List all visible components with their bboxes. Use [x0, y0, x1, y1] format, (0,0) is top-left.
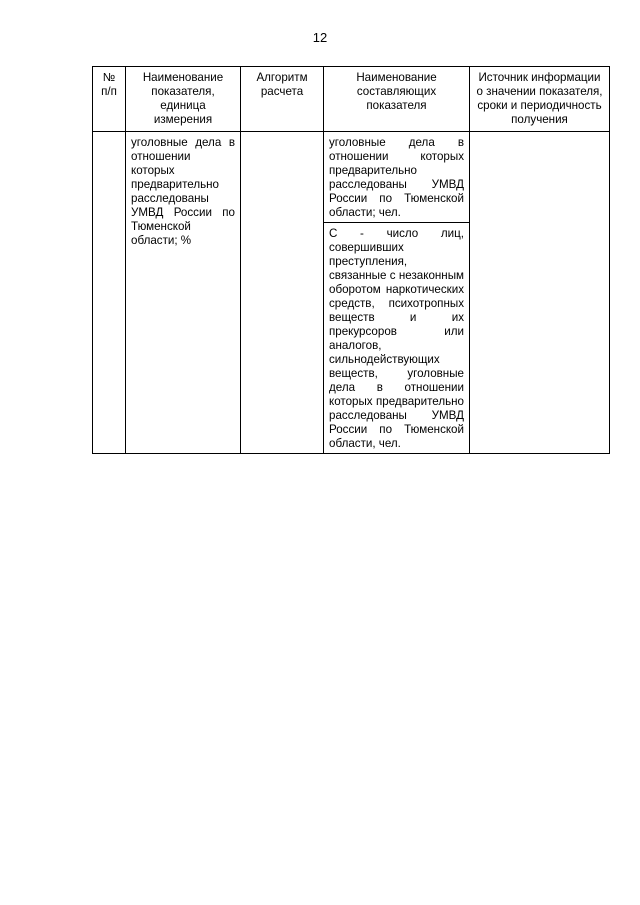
cell-component-2: С - число лиц, совершивших преступления, связанные с незаконным оборотом наркотических средств, психотропных веществ и их прекурсоров или аналогов, сильнодействующих веществ, уголовные дела в отношении которых предварительно расследованы УМВД России по Тюменской области, чел. — [324, 223, 470, 454]
header-num: № п/п — [93, 67, 126, 132]
cell-source — [470, 132, 610, 454]
header-algorithm: Алгоритм расчета — [241, 67, 324, 132]
header-source: Источник информации о значении показателя, сроки и периодичность получения — [470, 67, 610, 132]
cell-component-1: уголовные дела в отношении которых предварительно расследованы УМВД России по Тюменской области; чел. — [324, 132, 470, 223]
cell-indicator-name: уголовные дела в отношении которых предварительно расследованы УМВД России по Тюменской области; % — [126, 132, 241, 454]
header-indicator-name: Наименование показателя, единица измерения — [126, 67, 241, 132]
table-header-row — [93, 67, 610, 132]
page-number: 12 — [312, 30, 328, 45]
cell-num — [93, 132, 126, 454]
cell-algorithm — [241, 132, 324, 454]
table-row — [93, 132, 610, 223]
header-components: Наименование составляющих показателя — [324, 67, 470, 132]
indicator-table — [92, 66, 610, 454]
